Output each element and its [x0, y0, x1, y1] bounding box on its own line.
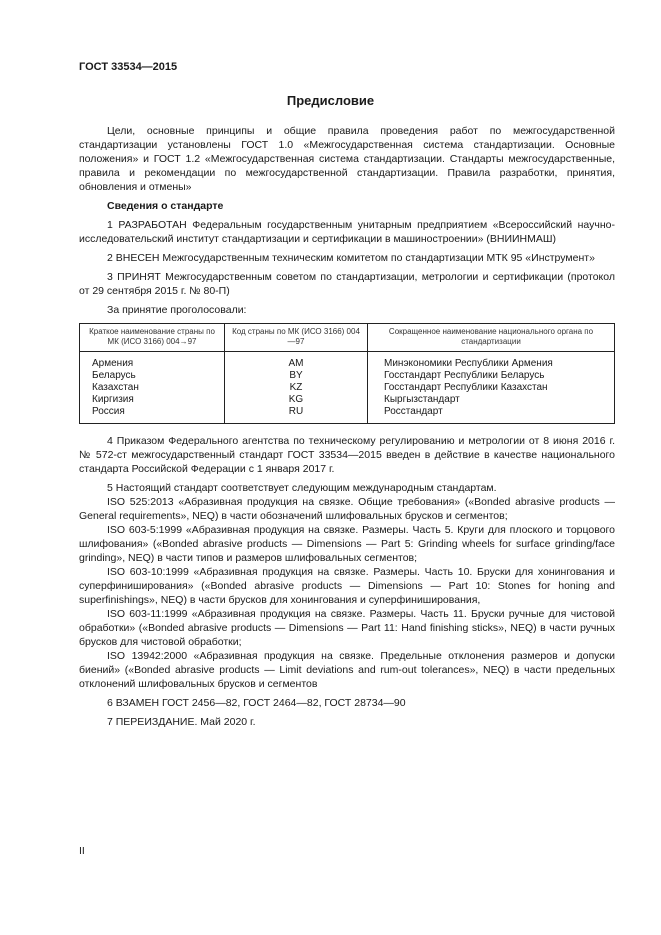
- page-title: Предисловие: [286, 93, 375, 108]
- preface-body: [79, 124, 615, 734]
- item-introduced: 2 ВНЕСЕН Межгосударственным техническим комитетом по стандартизации МТК 95 «Инструмент»: [107, 252, 595, 264]
- iso-reference-603-5: ISO 603-5:1999 «Абразивная продукция на связке. Размеры. Часть 5. Круги для плоского и торцового шлифования» («Bonded abrasive products — Dimensions — Part 5: Grinding wheels for surface grinding/face grinding», NEQ) в части типов и размеров шлифовальных сегментов;: [79, 524, 615, 564]
- item-adopted: 3 ПРИНЯТ Межгосударственным советом по стандартизации, метрологии и сертификации (протокол от 29 сентября 2015 г. № 80-П): [79, 271, 615, 297]
- code-cell: BY: [225, 370, 368, 382]
- page-number: II: [79, 845, 85, 857]
- item-developed: 1 РАЗРАБОТАН Федеральным государственным унитарным предприятием «Всероссийский научно-исследовательский институт стандартизации и сертификации в машиностроении» (ВНИИНМАШ): [79, 219, 615, 245]
- section-heading: Сведения о стандарте: [107, 200, 224, 212]
- organization-cell: Госстандарт Республики Беларусь: [368, 370, 615, 382]
- item-reissue: 7 ПЕРЕИЗДАНИЕ. Май 2020 г.: [107, 716, 256, 728]
- code-cell: KZ: [225, 382, 368, 394]
- iso-reference-525: ISO 525:2013 «Абразивная продукция на связке. Общие требования» («Bonded abrasive products — General requirements», NEQ) в части обозначений шлифовальных брусков и сегментов;: [79, 496, 615, 522]
- table-row: [80, 352, 615, 371]
- item-conformity: 5 Настоящий стандарт соответствует следующим международным стандартам.: [107, 482, 497, 494]
- country-cell: Казахстан: [80, 382, 225, 394]
- item-order: 4 Приказом Федерального агентства по техническому регулированию и метрологии от 8 июня 2016 г. № 572-ст межгосударственный стандарт ГОСТ 33534—2015 введен в действие в качестве национального стандарта Российской Федерации с 1 января 2017 г.: [79, 435, 615, 475]
- table-row: [80, 406, 615, 424]
- country-cell: Россия: [80, 406, 225, 424]
- column-header-organization: Сокращенное наименование национального органа по стандартизации: [368, 324, 615, 352]
- table-row: [80, 394, 615, 406]
- voting-table-header-row: [80, 324, 615, 352]
- iso-reference-603-11: ISO 603-11:1999 «Абразивная продукция на связке. Размеры. Часть 11. Бруски ручные для чистовой обработки» («Bonded abrasive products — Dimensions — Part 11: Hand finishing sticks», NEQ) в части ручных брусков для чистовой обработки;: [79, 608, 615, 648]
- organization-cell: Кыргызстандарт: [368, 394, 615, 406]
- organization-cell: Госстандарт Республики Казахстан: [368, 382, 615, 394]
- country-cell: Киргизия: [80, 394, 225, 406]
- table-row: [80, 370, 615, 382]
- organization-cell: Росстандарт: [368, 406, 615, 424]
- standard-code-header: ГОСТ 33534—2015: [79, 61, 178, 73]
- item-replaces: 6 ВЗАМЕН ГОСТ 2456—82, ГОСТ 2464—82, ГОСТ 28734—90: [107, 697, 406, 709]
- iso-reference-13942: ISO 13942:2000 «Абразивная продукция на связке. Предельные отклонения размеров и допуски биений» («Bonded abrasive products — Limit deviations and rum-out tolerances», NEQ) в части предельных отклонений шлифовальных брусков и сегментов: [79, 650, 615, 690]
- country-cell: Беларусь: [80, 370, 225, 382]
- item-voted: За принятие проголосовали:: [107, 304, 247, 316]
- table-row: [80, 382, 615, 394]
- country-cell: Армения: [80, 352, 225, 371]
- voting-table: [79, 323, 615, 424]
- iso-reference-603-10: ISO 603-10:1999 «Абразивная продукция на связке. Размеры. Часть 10. Бруски для хонингования и суперфиниширования» («Bonded abrasive products — Dimensions — Part 10: Stones for honing and superfinishings», NEQ) в части брусков для хонингования и суперфиниширования,: [79, 566, 615, 606]
- code-cell: AM: [225, 352, 368, 371]
- column-header-code: Код страны по МК (ИСО 3166) 004—97: [225, 324, 368, 352]
- code-cell: RU: [225, 406, 368, 424]
- code-cell: KG: [225, 394, 368, 406]
- organization-cell: Минэкономики Республики Армения: [368, 352, 615, 371]
- column-header-country: Краткое наименование страны по МК (ИСО 3166) 004→97: [80, 324, 225, 352]
- intro-paragraph: Цели, основные принципы и общие правила проведения работ по межгосударственной стандартизации установлены ГОСТ 1.0 «Межгосударственная система стандартизации. Основные положения» и ГОСТ 1.2 «Межгосударственная система стандартизации. Стандарты межгосударственные, правила и рекомендации по межгосударственной стандартизации. Правила разработки, принятия, обновления и отмены»: [79, 125, 615, 193]
